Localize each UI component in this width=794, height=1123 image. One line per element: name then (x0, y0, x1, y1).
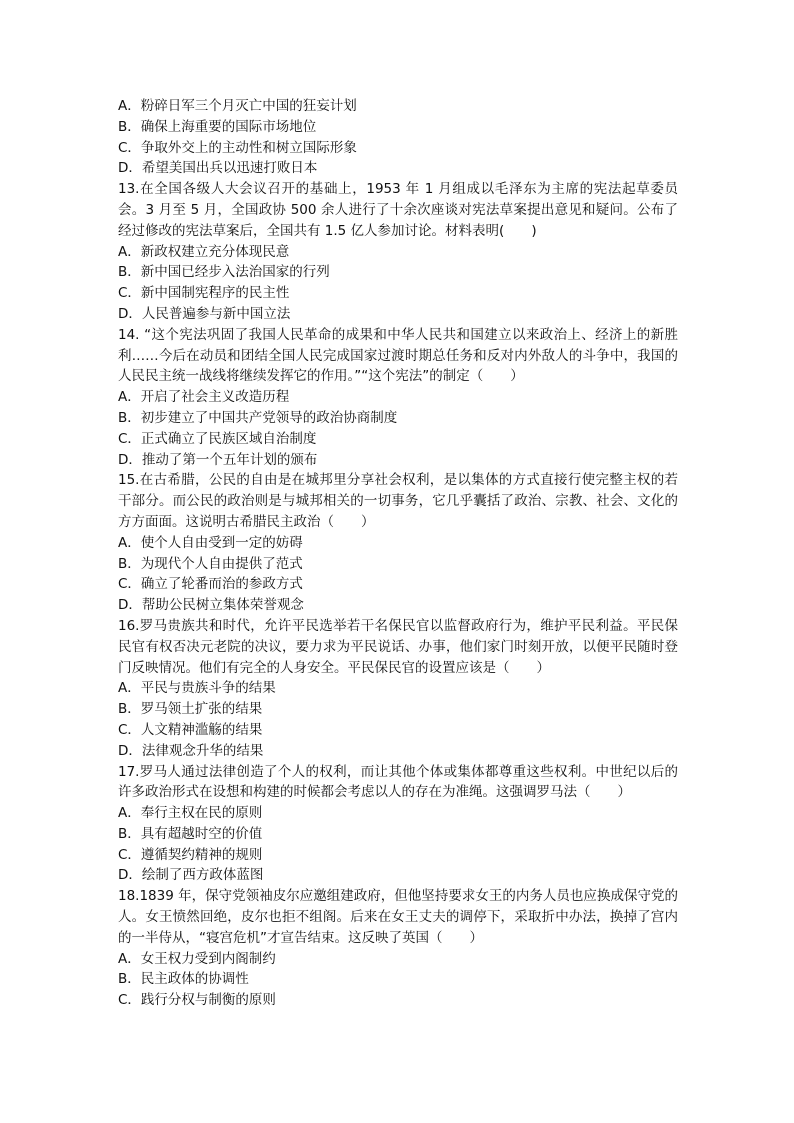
option-d: D．绘制了西方政体蓝图 (118, 867, 264, 884)
option-d: D．人民普遍参与新中国立法 (118, 305, 291, 322)
option-d: D．希望美国出兵以迅速打败日本 (118, 160, 318, 177)
option-b: B．民主政体的协调性 (118, 971, 249, 988)
question-14 (118, 325, 678, 471)
exam-page (118, 96, 678, 1011)
option-b: B．为现代个人自由提供了范式 (118, 555, 303, 572)
question-stem: 13.在全国各级人大会议召开的基础上，1953 年 1 月组成以毛泽东为主席的宪法起草委员会。3 月至 5 月，全国政协 500 余人进行了十余次座谈对宪法草案提出意见和疑问。公布了经过修改的宪法草案后，全国共有 1.5 亿人参加讨论。材料表明( ) (118, 181, 678, 239)
question-stem: 18.1839 年，保守党领袖皮尔应邀组建政府，但他坚持要求女王的内务人员也应换成保守党的人。女王愤然回绝，皮尔也拒不组阁。后来在女王丈夫的调停下，采取折中办法，换掉了宫内的一半侍从，“寝宫危机”才宣告结束。这反映了英国（ ） (118, 888, 678, 946)
question-stem: 16.罗马贵族共和时代，允许平民选举若干名保民官以监督政府行为，维护平民利益。平民保民官有权否决元老院的决议，要力求为平民说话、办事，他们家门时刻开放，以便平民随时登门反映情况。他们有完全的人身安全。平民保民官的设置应该是（ ） (118, 617, 678, 676)
option-b: B．新中国已经步入法治国家的行列 (118, 264, 330, 281)
option-d: D．推动了第一个五年计划的颁布 (118, 451, 318, 468)
option-c: C．人文精神滥觞的结果 (118, 721, 263, 738)
option-b: B．罗马领土扩张的结果 (118, 701, 263, 718)
option-a: A．使个人自由受到一定的妨碍 (118, 534, 303, 551)
option-a: A．奉行主权在民的原则 (118, 805, 263, 822)
option-b: B．具有超越时空的价值 (118, 825, 263, 842)
question-15 (118, 470, 678, 616)
question-stem: 14. “这个宪法巩固了我国人民革命的成果和中华人民共和国建立以来政治上、经济上的新胜利……今后在动员和团结全国人民完成国家过渡时期总任务和反对内外敌人的斗争中，我国的人民民主统一战线将继续发挥它的作用。”“这个宪法”的制定（ ） (118, 326, 678, 385)
option-d: D．帮助公民树立集体荣誉观念 (118, 597, 304, 614)
question-stem: 15.在古希腊，公民的自由是在城邦里分享社会权利，是以集体的方式直接行使完整主权的若干部分。而公民的政治则是与城邦相关的一切事务，它几乎囊括了政治、宗教、社会、文化的方方面面。这说明古希腊民主政治（ ） (118, 472, 678, 530)
option-b: B．确保上海重要的国际市场地位 (118, 118, 317, 135)
option-c: C．确立了轮番而治的参政方式 (118, 576, 303, 593)
option-c: C．争取外交上的主动性和树立国际形象 (118, 139, 357, 156)
option-d: D．法律观念升华的结果 (118, 742, 264, 759)
option-a: A．新政权建立充分体现民意 (118, 243, 290, 260)
question-16 (118, 616, 678, 762)
option-a: A．女王权力受到内阁制约 (118, 950, 276, 967)
option-a: A．开启了社会主义改造历程 (118, 389, 290, 406)
question-13 (118, 179, 678, 325)
option-c: C．遵循契约精神的规则 (118, 846, 263, 863)
option-a: A．平民与贵族斗争的结果 (118, 680, 276, 697)
option-c: C．践行分权与制衡的原则 (118, 992, 276, 1009)
option-b: B．初步建立了中国共产党领导的政治协商制度 (118, 409, 398, 426)
question-stem: 17.罗马人通过法律创造了个人的权利，而让其他个体或集体都尊重这些权利。中世纪以后的许多政治形式在设想和构建的时候都会考虑以人的存在为准绳。这强调罗马法（ ） (118, 763, 678, 801)
previous-question-options (118, 96, 678, 179)
option-c: C．正式确立了民族区域自治制度 (118, 430, 317, 447)
option-c: C．新中国制宪程序的民主性 (118, 285, 290, 302)
question-17 (118, 762, 678, 887)
option-a: A．粉碎日军三个月灭亡中国的狂妄计划 (118, 98, 357, 114)
question-18 (118, 886, 678, 1011)
